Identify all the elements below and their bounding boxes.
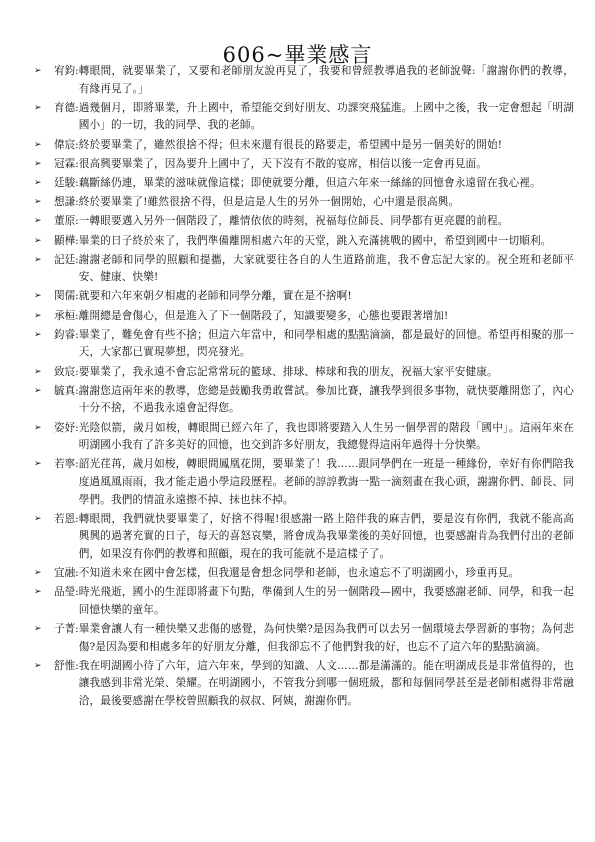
page-title: 606~畢業感言	[222, 43, 373, 68]
arrowhead-bullet-icon: ➢	[34, 385, 42, 396]
graduation-message: 不知道未來在國中會怎樣，但我還是會想念同學和老師，也永遠忘不了明湖國小，珍重再見。	[78, 567, 520, 580]
arrowhead-bullet-icon: ➢	[34, 66, 42, 76]
entry-list	[34, 63, 574, 712]
graduation-message: 畢業會讓人有一種快樂又悲傷的感覺，為何快樂?是因為我們可以去另一個環境去學習新的事物；為何悲傷?是因為要和相處多年的好朋友分離，但我卻忘不了他們對我的好，也忘不了這六年的點點滴滴。	[78, 623, 574, 653]
list-item	[34, 156, 574, 174]
student-name: 想謙:	[54, 196, 79, 209]
arrowhead-bullet-icon: ➢	[34, 587, 42, 598]
list-item	[34, 364, 574, 382]
graduation-message: 轉眼間，我們就快要畢業了，好捨不得喔!很感謝一路上陪伴我的麻吉們，要是沒有你們，我就不能高高興興的過著充實的日子，每天的喜怒哀樂，將會成為我畢業後的美好回憶，也要感謝肯為我們付出的老師們，如果沒有你們的教導和照顧，現在的我可能就不是這樣子了。	[78, 512, 574, 560]
graduation-message: 畢業的日子終於來了，我們準備離開相處六年的天堂，跳入充滿挑戰的國中，希望到國中一切順利。	[78, 234, 552, 247]
student-name: 若恩:	[54, 512, 79, 525]
list-item	[34, 511, 574, 564]
list-item	[34, 383, 574, 418]
arrowhead-bullet-icon: ➢	[34, 329, 42, 340]
student-name: 承桓:	[54, 309, 79, 322]
arrowhead-bullet-icon: ➢	[34, 459, 42, 470]
graduation-message: 謝謝您這兩年來的教導，您總是鼓勵我勇敢嘗試。參加比賽，讓我學到很多事物，就快要離開您了，內心十分不捨，不過我永遠會記得您。	[78, 384, 574, 415]
arrowhead-bullet-icon: ➢	[34, 177, 42, 188]
student-name: 品瑩:	[54, 586, 79, 599]
student-name: 廷駿:	[54, 176, 79, 189]
graduation-message: 離開總是會傷心，但是進入了下一個階段了，知識要變多，心態也要跟著增加!	[78, 309, 449, 322]
arrowhead-bullet-icon: ➢	[34, 291, 42, 302]
student-name: 子菁:	[54, 623, 79, 636]
graduation-message: 要畢業了，我永遠不會忘記常常玩的籃球、排球、棒球和我的朋友，祝福大家平安健康。	[78, 365, 498, 378]
list-item	[34, 420, 574, 455]
student-name: 育德:	[54, 101, 79, 114]
student-name: 冠霖:	[54, 157, 79, 170]
list-item	[34, 308, 574, 326]
graduation-message: 終於要畢業了，雖然很捨不得；但未來還有很長的路要走，希望國中是另一個美好的開始!	[78, 138, 503, 151]
arrowhead-bullet-icon: ➢	[34, 197, 42, 208]
student-name: 宜融:	[54, 567, 79, 580]
student-name: 宥鈞:	[54, 65, 79, 77]
student-name: 毓真:	[54, 384, 79, 397]
graduation-message: 就要和六年來朝夕相處的老師和同學分離，實在是不捨啊!	[78, 290, 352, 303]
list-item	[34, 213, 574, 231]
arrowhead-bullet-icon: ➢	[34, 102, 42, 113]
arrowhead-bullet-icon: ➢	[34, 216, 42, 227]
list-item	[34, 233, 574, 251]
student-name: 董原:	[54, 215, 79, 228]
list-item	[34, 252, 574, 287]
graduation-message: 很高興要畢業了，因為要升上國中了，天下沒有不散的宴席，相信以後一定會再見面。	[78, 157, 488, 170]
arrowhead-bullet-icon: ➢	[34, 139, 42, 150]
list-item	[34, 327, 574, 362]
student-name: 鈞睿:	[54, 328, 79, 341]
graduation-message: 藕斷絲仍連，畢業的滋味就像這樣；即使就要分離，但這六年來一絲絲的回憶會永遠留在我心裡。	[78, 176, 541, 189]
graduation-message: 我在明湖國小待了六年，這六年來，學到的知識、人文……都是滿滿的。能在明湖成長是非常值得的，也讓我感到非常光榮、榮耀。在明湖國小，不管我分到哪一個班級，都和每個同學甚至是老師相處得非常融洽，最後要感謝在學校曾照顧我的叔叔、阿姨，謝謝你們。	[78, 659, 574, 708]
graduation-message: 謝謝老師和同學的照顧和提攜，大家就要往各自的人生道路前進，我不會忘記大家的。祝全班和老師平安、健康、快樂!	[78, 253, 574, 284]
list-item	[34, 288, 574, 306]
arrowhead-bullet-icon: ➢	[34, 624, 42, 635]
arrowhead-bullet-icon: ➢	[34, 235, 42, 246]
graduation-message: 韶光荏苒，歲月如梭，轉眼間鳳凰花開，要畢業了！我……跟同學們在一班是一種緣份，幸好有你們陪我度過風風雨雨，我才能走過小學這段歷程。老師的諄諄教誨一點一滴刻畫在我心頭，謝謝你們、師長、同學們。我們的情誼永遠擦不掉、抹也抹不掉。	[78, 458, 574, 506]
graduation-message: 畢業了，難免會有些不捨；但這六年當中，和同學相處的點點滴滴，都是最好的回憶。希望再相聚的那一天，大家都已實現夢想，閃亮發光。	[78, 328, 574, 359]
list-item	[34, 194, 574, 212]
list-item	[34, 100, 574, 135]
list-item	[34, 584, 574, 619]
graduation-message: 一轉眼要邁入另外一個階段了，離情依依的時刻，祝福每位師長、同學都有更亮麗的前程。	[78, 215, 509, 228]
graduation-message: 終於要畢業了!雖然很捨不得，但是這是人生的另外一個開始，心中還是很高興。	[78, 196, 460, 209]
arrowhead-bullet-icon: ➢	[34, 254, 42, 265]
list-item	[34, 456, 574, 509]
arrowhead-bullet-icon: ➢	[34, 568, 42, 579]
arrowhead-bullet-icon: ➢	[34, 366, 42, 377]
list-item	[34, 658, 574, 711]
arrowhead-bullet-icon: ➢	[34, 660, 42, 671]
list-item	[34, 137, 574, 155]
arrowhead-bullet-icon: ➢	[34, 310, 42, 321]
student-name: 記廷:	[54, 253, 79, 266]
student-name: 姿妤:	[54, 421, 79, 434]
list-item	[34, 63, 574, 98]
student-name: 閔儒:	[54, 290, 79, 303]
student-name: 舒惟:	[54, 659, 79, 672]
list-item	[34, 175, 574, 193]
list-item	[34, 621, 574, 656]
student-name: 若寧:	[54, 458, 79, 471]
graduation-message: 光陰似箭，歲月如梭，轉眼間已經六年了，我也即將要踏入人生另一個學習的階段「國中」。這兩年來在明湖國小我有了許多美好的回憶，也交到許多好朋友，我總覺得這兩年過得十分快樂。	[78, 421, 574, 452]
graduation-message: 轉眼間，就要畢業了，又要和老師朋友說再見了，我要和曾經教導過我的老師說聲:「謝謝你們的教導，有緣再見了。」	[78, 65, 574, 95]
graduation-message: 過幾個月，即將畢業，升上國中，希望能交到好朋友、功課突飛猛進。上國中之後，我一定會想起「明湖國小」的一切，我的同學、我的老師。	[78, 101, 574, 132]
student-name: 偉宸:	[54, 138, 79, 151]
graduation-message: 時光飛逝，國小的生涯即將畫下句點，準備到人生的另一個階段—國中，我要感謝老師、同學，和我一起回憶快樂的童年。	[78, 586, 574, 616]
student-name: 顯樺:	[54, 234, 79, 247]
arrowhead-bullet-icon: ➢	[34, 158, 42, 169]
list-item	[34, 565, 574, 583]
student-name: 致宸:	[54, 365, 79, 378]
arrowhead-bullet-icon: ➢	[34, 422, 42, 433]
arrowhead-bullet-icon: ➢	[34, 513, 42, 524]
